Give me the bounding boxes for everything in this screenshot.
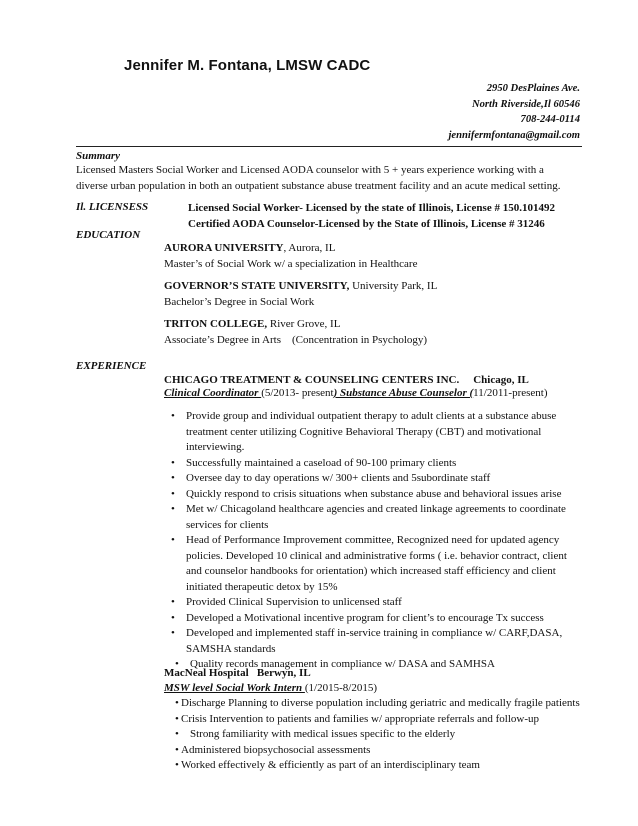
degree: Associate’s Degree in Arts (Concentration in Psychology)	[164, 333, 428, 346]
license-line: Certified AODA Counselor-Licensed by the State of Illinois, License # 31246	[188, 217, 545, 230]
job2-bullet-list	[175, 696, 581, 774]
licenses-heading: Il. LICENSESS	[76, 201, 149, 213]
school-name: GOVERNOR’S STATE UNIVERSITY,	[164, 280, 350, 292]
job-dates: (1/2015-8/2015)	[304, 682, 377, 694]
bullet-text: Administered biopsychosocial assessments	[181, 743, 371, 756]
email-address[interactable]: jennifermfontana@gmail.com	[448, 129, 580, 141]
job-dates: 11/2011-present)	[473, 387, 548, 399]
job-title: MSW level Social Work Intern	[164, 682, 305, 694]
job-roles	[164, 682, 377, 694]
list-item: • Quickly respond to crisis situations when substance abuse and behavioral issues arise	[171, 487, 562, 500]
contact-block	[448, 81, 580, 143]
job-organization	[164, 667, 311, 679]
bullet-text: Met w/ Chicagoland healthcare agencies and created linkage agreements to coordinate services for clients	[186, 503, 566, 531]
bullet-text: Discharge Planning to diverse population including geriatric and medically fragile patients	[181, 697, 580, 709]
job-roles	[164, 387, 548, 399]
bullet-text: Developed and implemented staff in-service training in compliance w/ CARF,DASA, SAMSHA standards	[186, 627, 563, 655]
licenses-block	[188, 201, 555, 232]
list-item: • Head of Performance Improvement committee, Recognized need for updated agency policies. Developed 10 clinical and administrative forms ( i.e. behavior contract, client and counselor handbooks for orientation) which increased staff efficiency and client initiated therapeutic detox by 15%	[171, 534, 567, 593]
employer-name: MacNeal Hospital Berwyn, IL	[164, 667, 311, 679]
job-title: ) Substance Abuse Counselor (	[333, 387, 474, 399]
list-item: • Quality records management in compliance w/ DASA and SAMHSA	[175, 658, 495, 670]
list-item: • Crisis Intervention to patients and families w/ appropriate referrals and follow-up	[175, 712, 540, 725]
phone-number: 708-244-0114	[520, 114, 580, 126]
header-divider	[76, 146, 582, 147]
school-name: AURORA UNIVERSITY	[164, 242, 284, 254]
bullet-text: Provide group and individual outpatient therapy to adult clients at a substance abuse treatment center utilizing Cognitive Behavioral Therapy (CBT) and motivational interviewing.	[186, 410, 557, 453]
school-location: River Grove, IL	[267, 318, 341, 330]
education-entry	[164, 279, 437, 310]
job-title: Clinical Coordinator	[164, 387, 262, 399]
summary-heading: Summary	[76, 150, 121, 162]
experience-heading: EXPERIENCE	[76, 360, 147, 372]
job-organization	[164, 374, 529, 386]
education-entry	[164, 317, 427, 348]
school-location: , Aurora, IL	[283, 242, 336, 254]
address-line-2: North Riverside,Il 60546	[471, 98, 580, 110]
degree: Bachelor’s Degree in Social Work	[164, 295, 315, 308]
education-heading: EDUCATION	[76, 229, 141, 241]
license-line: Licensed Social Worker- Licensed by the state of Illinois, License # 150.101492	[188, 202, 555, 214]
job1-bullet-list	[171, 409, 582, 673]
list-item: • Administered biopsychosocial assessments	[175, 743, 371, 756]
education-entry	[164, 241, 417, 272]
school-name: TRITON COLLEGE,	[164, 318, 268, 330]
employer-name: CHICAGO TREATMENT & COUNSELING CENTERS INC.	[164, 374, 460, 386]
bullet-text: Head of Performance Improvement committee, Recognized need for updated agency policies. Developed 10 clinical and administrative forms ( i.e. behavior contract, client and counselor handbooks for orientation) which increased staff efficiency and client initiated therapeutic detox by 15%	[186, 534, 567, 593]
list-item: • Oversee day to day operations w/ 300+ clients and 5subordinate staff	[171, 472, 491, 484]
list-item: • Provide group and individual outpatient therapy to adult clients at a substance abuse treatment center utilizing Cognitive Behavioral Therapy (CBT) and motivational interviewing.	[171, 410, 557, 453]
degree: Master’s of Social Work w/ a specialization in Healthcare	[164, 257, 418, 270]
summary-line: Licensed Masters Social Worker and Licensed AODA counselor with 5 + years experience working with a	[76, 164, 544, 176]
employer-city: Chicago, IL	[473, 374, 529, 386]
bullet-text: Developed a Motivational incentive program for client’s to encourage Tx success	[186, 611, 544, 624]
bullet-text: Quickly respond to crisis situations when substance abuse and behavioral issues arise	[186, 487, 562, 500]
candidate-name: Jennifer M. Fontana, LMSW CADC	[124, 57, 371, 74]
bullet-text: Quality records management in compliance w/ DASA and SAMHSA	[190, 658, 495, 670]
list-item: • Provided Clinical Supervision to unlicensed staff	[171, 596, 402, 608]
school-location: University Park, IL	[349, 280, 438, 292]
bullet-text: Worked effectively & efficiently as part of an interdisciplinary team	[181, 759, 480, 771]
list-item: • Met w/ Chicagoland healthcare agencies and created linkage agreements to coordinate services for clients	[171, 503, 566, 531]
summary-line: diverse urban population in both an outpatient substance abuse treatment facility and an acute medical setting.	[76, 179, 561, 192]
address-line-1: 2950 DesPlaines Ave.	[486, 83, 580, 94]
job-dates: (5/2013- present	[261, 387, 334, 399]
list-item: • Developed and implemented staff in-service training in compliance w/ CARF,DASA, SAMSHA standards	[171, 627, 563, 655]
summary-text	[76, 163, 596, 194]
bullet-text: Successfully maintained a caseload of 90-100 primary clients	[186, 456, 457, 469]
bullet-text: Provided Clinical Supervision to unlicensed staff	[186, 596, 402, 608]
bullet-text: Crisis Intervention to patients and families w/ appropriate referrals and follow-up	[181, 712, 540, 725]
bullet-text: Strong familiarity with medical issues specific to the elderly	[190, 728, 456, 740]
list-item: • Discharge Planning to diverse population including geriatric and medically fragile patients	[175, 697, 580, 709]
list-item: • Worked effectively & efficiently as part of an interdisciplinary team	[175, 759, 480, 771]
list-item: • Successfully maintained a caseload of 90-100 primary clients	[171, 456, 457, 469]
bullet-text: Oversee day to day operations w/ 300+ clients and 5subordinate staff	[186, 472, 491, 484]
list-item: • Developed a Motivational incentive program for client’s to encourage Tx success	[171, 611, 544, 624]
list-item: • Strong familiarity with medical issues specific to the elderly	[175, 728, 456, 740]
